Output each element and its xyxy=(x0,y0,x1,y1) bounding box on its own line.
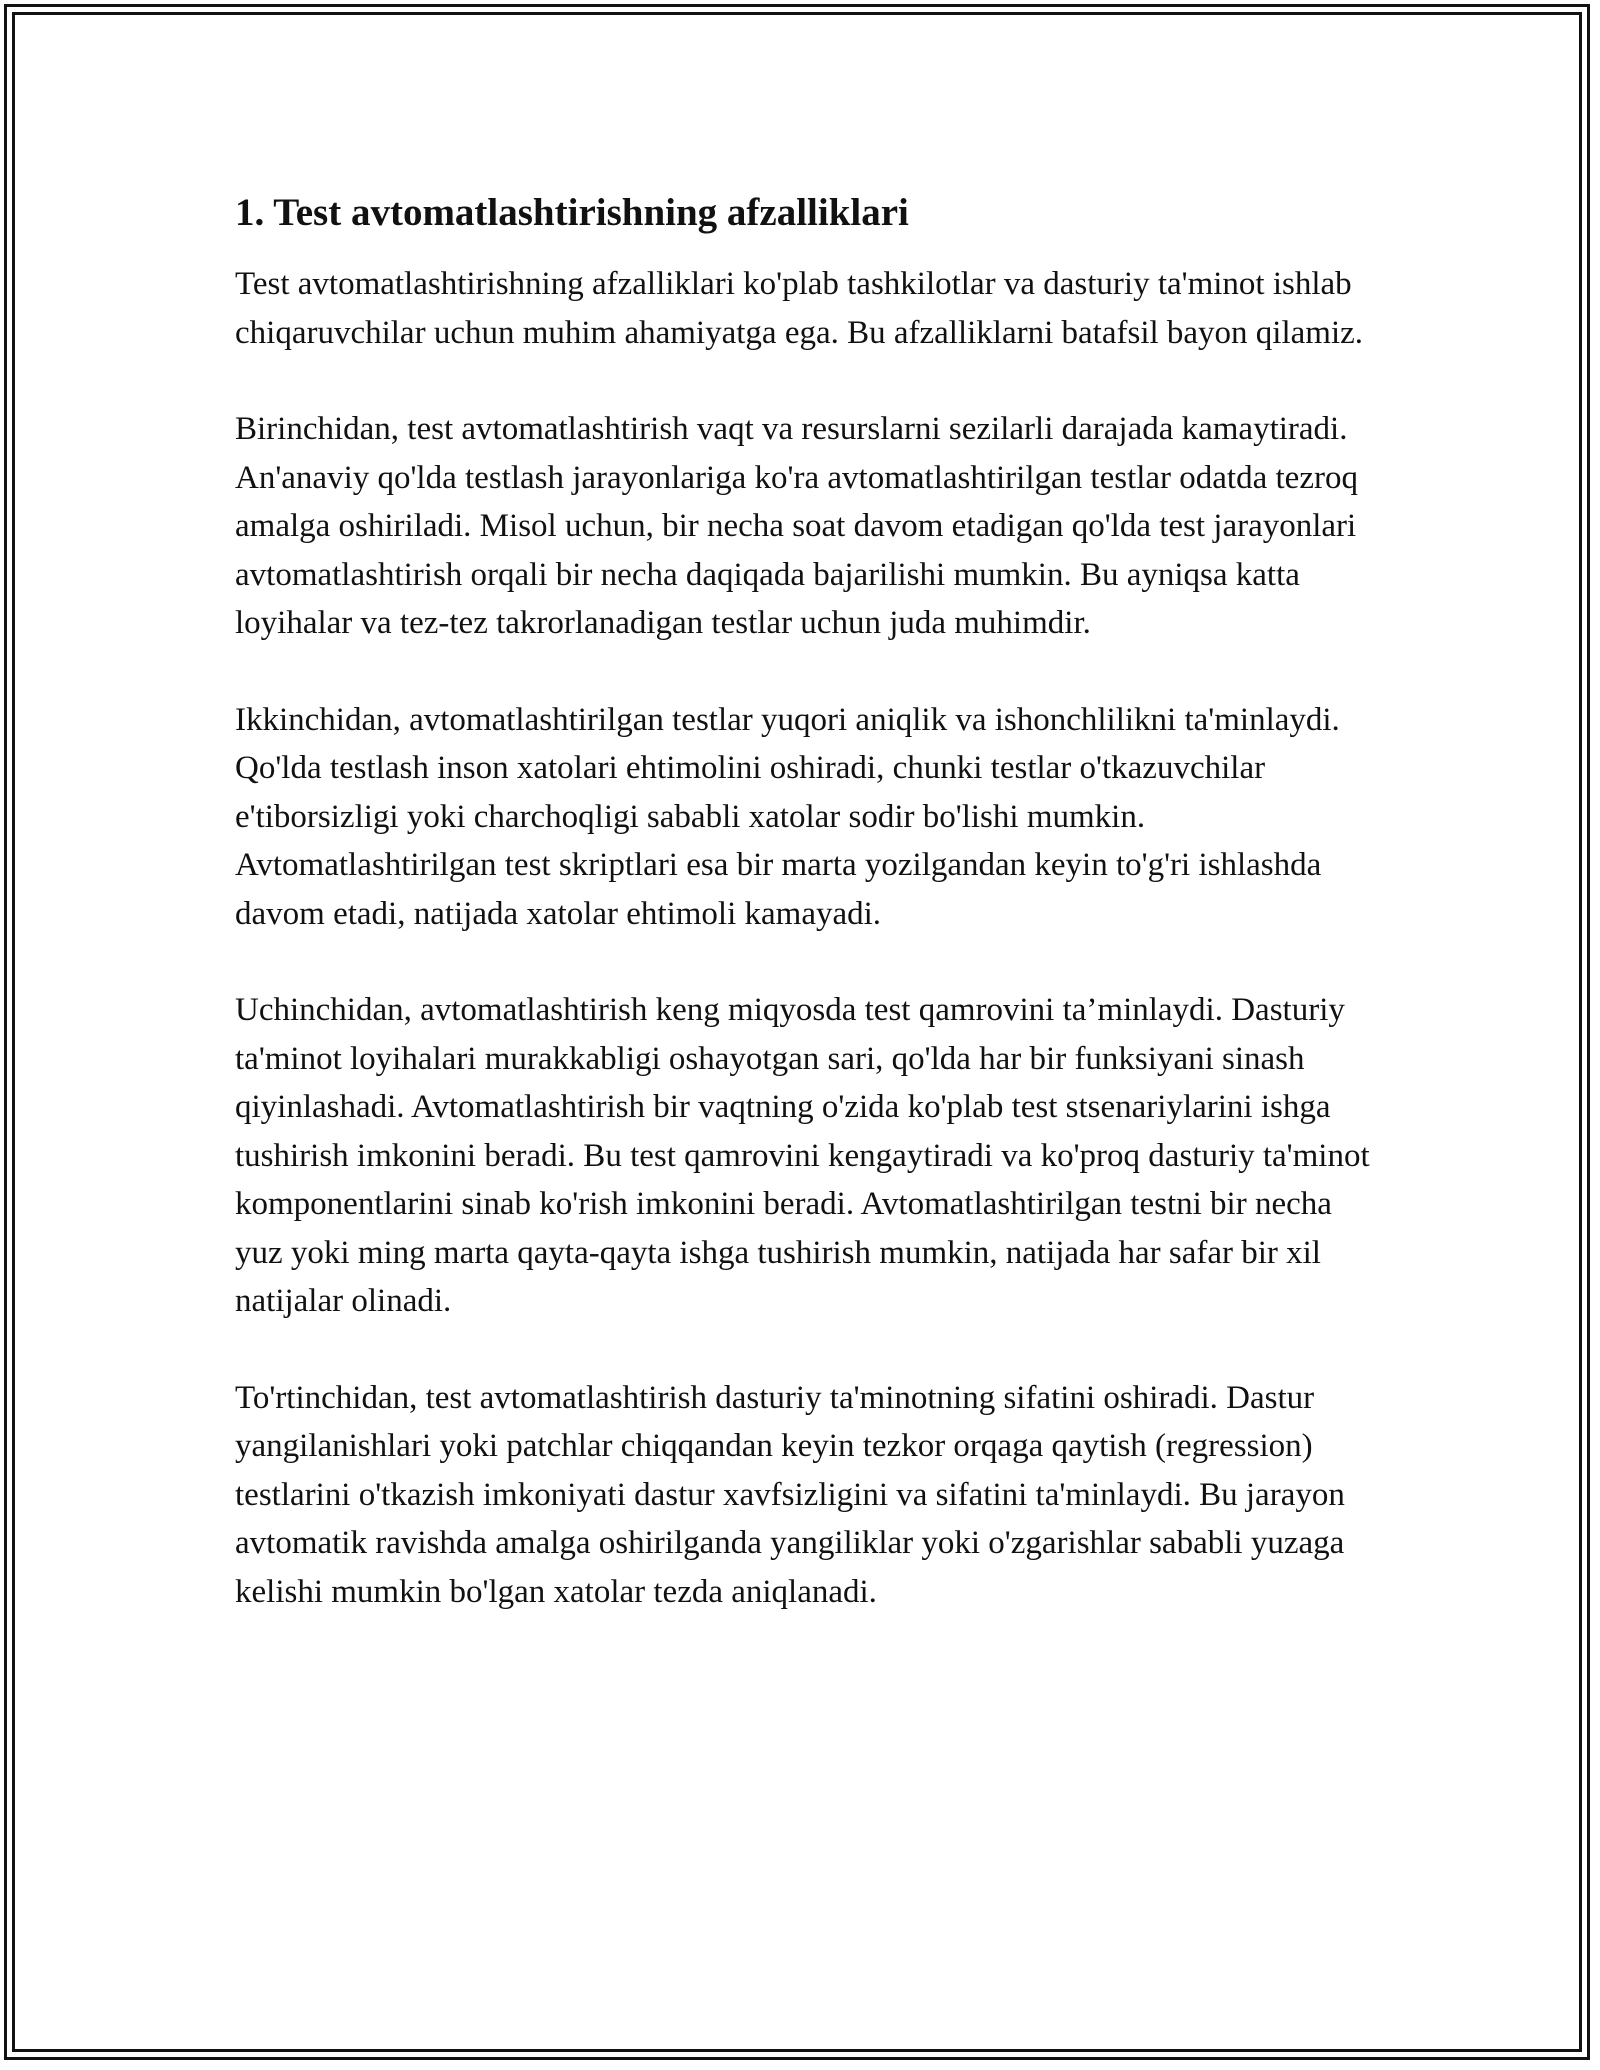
document-body xyxy=(235,188,1375,1664)
paragraph-second: Ikkinchidan, avtomatlashtirilgan testlar yuqori aniqlik va ishonchlilikni ta'minlaydi. Qo'lda testlash inson xatolari ehtimolini oshiradi, chunki testlar o'tkazuvchilar e'tiborsizligi yoki charchoqligi sababli xatolar sodir bo'lishi mumkin. Avtomatlashtirilgan test skriptlari esa bir marta yozilgandan keyin to'g'ri ishlashda davom etadi, natijada xatolar ehtimoli kamayadi. xyxy=(235,701,1340,932)
paragraph-first: Birinchidan, test avtomatlashtirish vaqt va resurslarni sezilarli darajada kamaytiradi. An'anaviy qo'lda testlash jarayonlariga ko'ra avtomatlashtirilgan testlar odatda tezroq amalga oshiriladi. Misol uchun, bir necha soat davom etadigan qo'lda test jarayonlari avtomatlashtirish orqali bir necha daqiqada bajarilishi mumkin. Bu ayniqsa katta loyihalar va tez-tez takrorlanadigan testlar uchun juda muhimdir. xyxy=(235,411,1358,641)
paragraph-fourth: To'rtinchidan, test avtomatlashtirish dasturiy ta'minotning sifatini oshiradi. Dastur yangilanishlari yoki patchlar chiqqandan keyin tezkor orqaga qaytish (regression) testlarini o'tkazish imkoniyati dastur xavfsizligini va sifatini ta'minlaydi. Bu jarayon avtomatik ravishda amalga oshirilganda yangiliklar yoki o'zgarishlar sababli yuzaga kelishi mumkin bo'lgan xatolar tezda aniqlanadi. xyxy=(235,1379,1345,1610)
paragraph-third: Uchinchidan, avtomatlashtirish keng miqyosda test qamrovini ta’minlaydi. Dasturiy ta'minot loyihalari murakkabligi oshayotgan sari, qo'lda har bir funksiyani sinash qiyinlashadi. Avtomatlashtirish bir vaqtning o'zida ko'plab test stsenariylarini ishga tushirish imkonini beradi. Bu test qamrovini kengaytiradi va ko'proq dasturiy ta'minot komponentlarini sinab ko'rish imkonini beradi. Avtomatlashtirilgan testni bir necha yuz yoki ming marta qayta-qayta ishga tushirish mumkin, natijada har safar bir xil natijalar olinadi. xyxy=(235,992,1370,1319)
section-heading: 1. Test avtomatlashtirishning afzalliklari xyxy=(235,191,909,234)
paragraph-intro: Test avtomatlashtirishning afzalliklari ko'plab tashkilotlar va dasturiy ta'minot ishlab chiqaruvchilar uchun muhim ahamiyatga ega. Bu afzalliklarni batafsil bayon qilamiz. xyxy=(235,266,1364,351)
